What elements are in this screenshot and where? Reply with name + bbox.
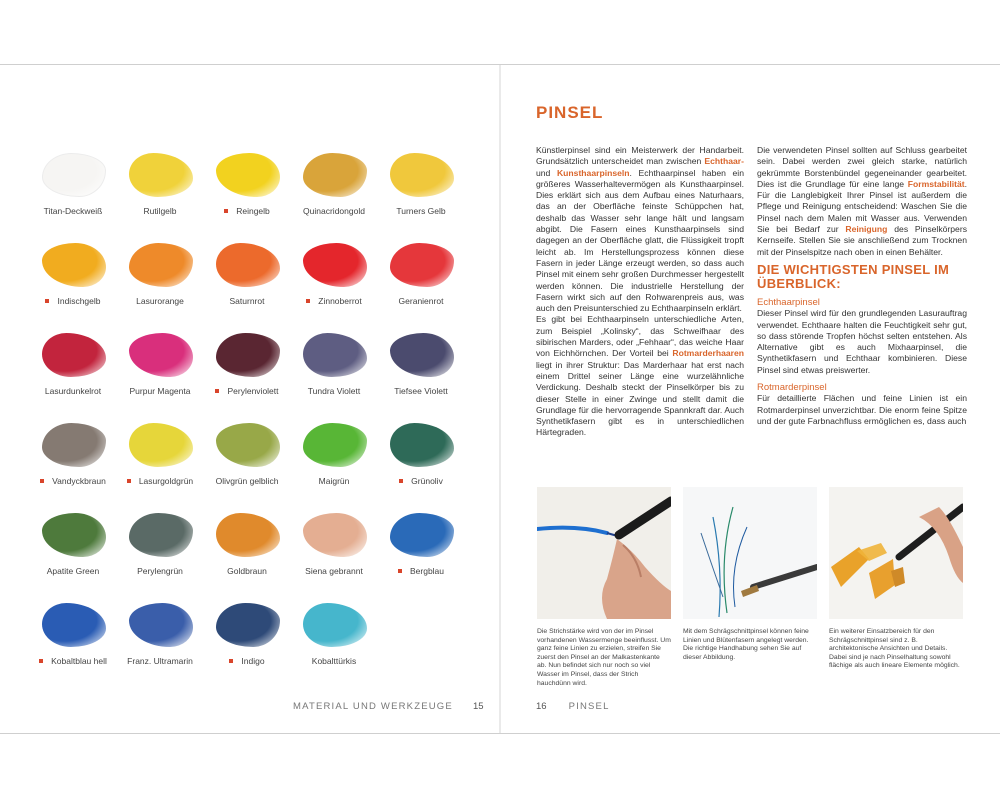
paint-swatch-blob (216, 153, 280, 197)
paint-swatch-name: Quinacridongold (303, 206, 365, 216)
paint-swatch-name: Perylengrün (137, 566, 183, 576)
paint-swatch-label (285, 656, 383, 666)
paint-swatch-blob (390, 243, 454, 287)
text-column-2 (757, 145, 967, 427)
paint-swatch (30, 603, 116, 683)
marker-square-icon (215, 389, 219, 393)
photo-architecture (829, 487, 963, 619)
paint-swatch (117, 603, 203, 683)
paint-swatch-label (24, 206, 122, 216)
paint-swatch (291, 153, 377, 233)
paint-swatch (117, 153, 203, 233)
paint-swatch-name: Grünoliv (411, 476, 443, 486)
paint-swatch-blob (42, 333, 106, 377)
paint-swatch-name: Lasurgoldgrün (138, 476, 194, 486)
paint-swatch-label (198, 386, 296, 396)
book-spread (0, 64, 1000, 734)
paint-swatch-name: Apatite Green (46, 566, 100, 576)
paint-swatch-name: Turners Gelb (396, 206, 446, 216)
text-column-1 (536, 145, 744, 439)
paint-swatch (378, 513, 464, 593)
paint-swatch (30, 423, 116, 503)
paragraph-arten: Es gibt bei Echthaarpinseln unterschiedliche Arten, zum Beispiel „Kolinsky“, das Schweifhaar des sibirischen Marders, oder „Fehhaar“, das weiche Haar von Eichhörnchen. Der Vorteil bei Rotmarderhaaren liegt in ihrer Struktur: Das Marderhaar hat erst nach einem Drittel seiner Länge eine wurzelähnliche Verdickung. Deshalb steckt der Pinselkörper bis zu dieser Stelle in einer Zwinge und stellt damit die Grundlage für die hervorragende Spannkraft dar. Auch Synthetikfasern gibt es in unterschiedlichen Härtegraden. (536, 314, 744, 438)
paint-swatch-label (285, 206, 383, 216)
paint-swatch-blob (42, 243, 106, 287)
paint-swatch (378, 243, 464, 323)
paint-swatch-name: Geranienrot (398, 296, 444, 306)
paint-swatch-blob (216, 333, 280, 377)
paint-swatch-blob (390, 513, 454, 557)
paint-swatch (30, 513, 116, 593)
paint-swatch-blob (390, 333, 454, 377)
paragraph-schluss: Die verwendeten Pinsel sollten auf Schluss gearbeitet sein. Dabei werden zwei gleich starke, natürlich gekrümmte Borstenbündel gegeneinander gearbeitet. Dies ist die Grundlage für eine lange Formstabilität. Für die Langlebigkeit Ihrer Pinsel ist außerdem die Pflege und Reinigung entscheidend: Waschen Sie die Pinsel nach dem Malen mit Wasser aus. Verwenden Sie bei Bedarf zur Reinigung des Pinselkörpers Kernseife. Stellen Sie sie anschließend zum Trocknen mit der Pinselspitze nach oben in einen Behälter. (757, 145, 967, 257)
paint-swatch-blob (42, 423, 106, 467)
photo-fine-line (537, 487, 671, 619)
marker-square-icon (306, 299, 310, 303)
paint-swatch-label (24, 566, 122, 576)
paint-swatch-blob (303, 513, 367, 557)
paint-swatch (117, 423, 203, 503)
paint-swatch-blob (129, 513, 193, 557)
paragraph-rotmarderpinsel: Für detaillierte Flächen und feine Linien ist ein Rotmarderpinsel unverzichtbar. Die enorm feine Spitze und der gute Farbnachfluss ermöglichen es, dass auch (757, 393, 967, 426)
footer-left-section: MATERIAL UND WERKZEUGE (293, 701, 453, 712)
paint-swatch (378, 333, 464, 413)
paint-swatch-label (24, 476, 122, 486)
paint-swatch-name: Indigo (241, 656, 265, 666)
paint-swatch (291, 333, 377, 413)
subheading-ueberblick: DIE WICHTIGSTEN PINSEL IM ÜBERBLICK: (757, 261, 950, 291)
paint-swatch-label (198, 296, 296, 306)
paint-swatch-name: Kobaltblau hell (51, 656, 107, 666)
footer-right-section: PINSEL (568, 701, 610, 712)
paint-swatch-name: Kobalttürkis (311, 656, 357, 666)
paint-swatch-blob (216, 603, 280, 647)
paint-swatch (291, 513, 377, 593)
paint-swatch-blob (129, 603, 193, 647)
paint-swatch-label (111, 206, 209, 216)
paint-swatch-blob (42, 513, 106, 557)
paint-swatch-label (111, 386, 209, 396)
paint-swatch-blob (216, 513, 280, 557)
paint-swatch-label (372, 296, 470, 306)
book-gutter (499, 65, 501, 733)
paint-swatch-blob (390, 153, 454, 197)
caption-1: Die Strichstärke wird von der im Pinsel vorhandenen Wassermenge beeinflusst. Um ganz feine Linien zu erzielen, streifen Sie zuerst den Pinsel an der Malkastenkante ab. Nun befindet sich nur noch so viel Wasser im Pinsel, dass der Strich hauchdünn wird. (537, 628, 671, 687)
highlight-reinigung: Reinigung (845, 224, 888, 235)
photo-flower-fibres (683, 487, 817, 619)
page-number-right: 16 (536, 701, 547, 712)
paint-swatch-name: Lasurorange (136, 296, 184, 306)
paint-swatch-name: Bergblau (409, 566, 445, 576)
paint-swatch-blob (303, 603, 367, 647)
paint-swatch (117, 513, 203, 593)
footer-right (536, 701, 610, 712)
page-title: PINSEL (536, 103, 604, 122)
paint-swatch (30, 153, 116, 233)
paint-swatch-label (285, 386, 383, 396)
paint-swatch-label (372, 566, 470, 576)
paint-swatch-label (111, 476, 209, 486)
paint-swatch (291, 243, 377, 323)
heading-rotmarderpinsel: Rotmarderpinsel (757, 382, 827, 394)
caption-3: Ein weiterer Einsatzbereich für den Schrägschnittpinsel sind z. B. architektonische Ansichten und Details. Dabei sind je nach Pinselhaltung sowohl flächige als auch lineare Elemente möglich. (829, 628, 960, 670)
marker-square-icon (224, 209, 228, 213)
paint-swatch-label (285, 476, 383, 486)
heading-echthaarpinsel: Echthaarpinsel (757, 296, 820, 308)
paint-swatch (204, 603, 290, 683)
marker-square-icon (39, 659, 43, 663)
paint-swatch-blob (216, 243, 280, 287)
paint-swatch-label (111, 296, 209, 306)
highlight-formstabilitaet: Formstabilität (907, 178, 965, 189)
marker-square-icon (229, 659, 233, 663)
paint-swatch-name: Reingelb (236, 206, 270, 216)
paragraph-echthaarpinsel: Dieser Pinsel wird für den grundlegenden Lasurauftrag verwendet. Echthaare halten die Feuchtigkeit sehr gut, so dass störende Tropfen höchst selten entstehen. Als Alternative gibt es auch Mixhaarpinsel, die Synthetikfasern und Echthaar kombinieren. Diese Pinsel sind etwas preiswerter. (757, 308, 967, 375)
paint-swatch (117, 243, 203, 323)
marker-square-icon (399, 479, 403, 483)
paint-swatch-label (24, 386, 122, 396)
paint-swatch (30, 243, 116, 323)
paint-swatch (378, 423, 464, 503)
paint-swatch-blob (216, 423, 280, 467)
paint-swatch (204, 243, 290, 323)
footer-left (293, 701, 484, 712)
paint-swatch-blob (303, 423, 367, 467)
paint-swatch-name: Maigrün (318, 476, 350, 486)
paint-swatch (204, 423, 290, 503)
paint-swatch-blob (42, 603, 106, 647)
paint-swatch-label (24, 296, 122, 306)
paint-swatch-blob (129, 333, 193, 377)
paragraph-intro: Künstlerpinsel sind ein Meisterwerk der Handarbeit. Grundsätzlich unterscheidet man zwischen Echthaar- und Kunsthaarpinseln. Echthaarpinsel haben ein größeres Wasserhaltevermögen als Kunsthaarpinsel. Dies erklärt sich aus dem Aufbau eines Naturhaars, das an der Oberfläche feinste Schüppchen hat, deshalb das Wasser sehr lange hält und langsam abgibt. Die Fasern eines Kunsthaarpinsels sind dagegen an der Oberfläche glatt, die Flüssigkeit tropft leicht ab. Im Herstellungsprozess können diese Fasern in jeder Länge erzeugt werden, so dass auch Pinsel mit einem sehr großen Durchmesser hergestellt werden können. Die industrielle Herstellung der Fasern wirkt sich auf den Rohwarenpreis aus, was auch den Preisunterschied zu Echthaarpinseln erklärt. (536, 145, 744, 314)
caption-2: Mit dem Schrägschnittpinsel können feine Linien und Blütenfasern angelegt werden. Die richtige Handhabung sehen Sie auf dieser Abbildung. (683, 628, 809, 661)
paint-swatch-label (24, 656, 122, 666)
paint-swatch-blob (303, 243, 367, 287)
paint-swatch-blob (390, 423, 454, 467)
paint-swatch-blob (129, 243, 193, 287)
paint-swatch-name: Vandyckbraun (52, 476, 106, 486)
paint-swatch-name: Purpur Magenta (129, 386, 191, 396)
marker-square-icon (40, 479, 44, 483)
paint-swatch-name: Lasurdunkelrot (44, 386, 102, 396)
paint-swatch-name: Tiefsee Violett (394, 386, 448, 396)
paint-swatch-label (111, 656, 209, 666)
paint-swatch (291, 423, 377, 503)
paint-swatch (204, 153, 290, 233)
marker-square-icon (127, 479, 131, 483)
page-number-left: 15 (472, 701, 484, 712)
paint-swatch-blob (303, 333, 367, 377)
paint-swatch-label (198, 656, 296, 666)
paint-swatch-label (372, 476, 470, 486)
paint-swatch-name: Indischgelb (57, 296, 101, 306)
marker-square-icon (45, 299, 49, 303)
paint-swatch-name: Rutilgelb (143, 206, 177, 216)
paint-swatch-name: Siena gebrannt (305, 566, 363, 576)
paint-swatch-name: Franz. Ultramarin (127, 656, 193, 666)
paint-swatch-blob (129, 153, 193, 197)
paint-swatch-name: Saturnrot (229, 296, 265, 306)
paint-swatch-name: Titan-Deckweiß (43, 206, 103, 216)
highlight-rotmarder: Rotmarderhaaren (672, 348, 744, 359)
paint-swatch (204, 333, 290, 413)
paint-swatch-name: Olivgrün gelblich (215, 476, 279, 486)
paint-swatch-label (372, 386, 470, 396)
paint-swatch (30, 333, 116, 413)
paint-swatch-label (198, 566, 296, 576)
highlight-echthaar: Echthaar- (704, 156, 744, 167)
paint-swatch-label (285, 296, 383, 306)
paint-swatch-blob (129, 423, 193, 467)
paint-swatch-label (111, 566, 209, 576)
paint-swatch-name: Perylenviolett (227, 386, 279, 396)
paint-swatch-blob (42, 153, 106, 197)
marker-square-icon (398, 569, 402, 573)
highlight-kunsthaar: Kunsthaarpinseln (556, 167, 630, 178)
paint-swatch (378, 153, 464, 233)
paint-swatch-blob (303, 153, 367, 197)
paint-swatch (117, 333, 203, 413)
paint-swatch-label (198, 476, 296, 486)
paint-swatch-label (198, 206, 296, 216)
paint-swatch (204, 513, 290, 593)
paint-swatch-label (372, 206, 470, 216)
paint-swatch-label (285, 566, 383, 576)
paint-swatch-name: Goldbraun (227, 566, 267, 576)
paint-swatch (291, 603, 377, 683)
paint-swatch-name: Tundra Violett (307, 386, 361, 396)
paint-swatch-name: Zinnoberrot (318, 296, 362, 306)
